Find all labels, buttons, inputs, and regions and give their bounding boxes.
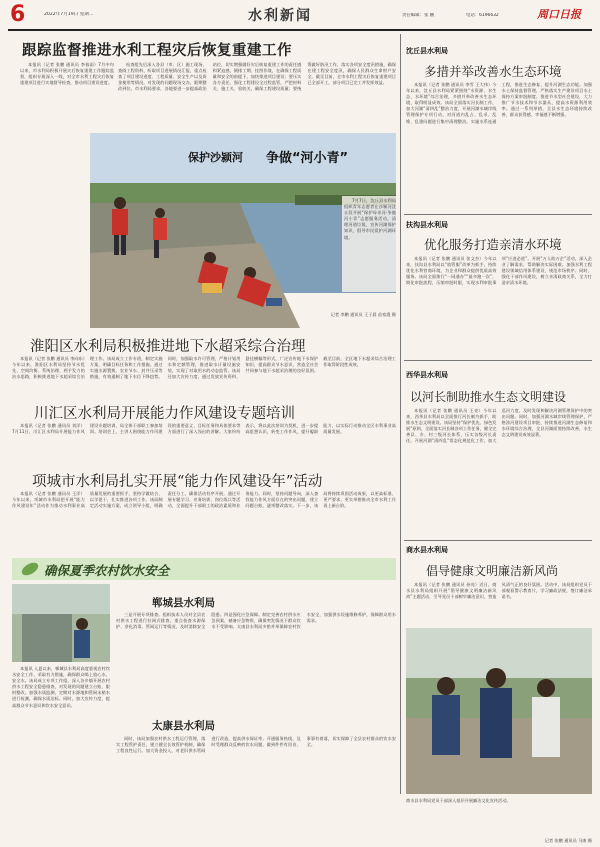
special-mid-body-text: 三是开展专项排查。组织技术人员对全县农村供水工程进行拉网式排查，重点检查水源保护、净化消毒、管网运行等情况，及时消除安全隐患。四是强化应急保障。制定完善农村供水应急预案，储备应急物资，确保突发情况下群众饮水不受影响。太康县水利局多措并举保障农村饮水安全，加强供水设施维修养护，保障群众用水需求。: [116, 612, 396, 630]
special-left-body-text: 本报讯 入夏以来，郸城县水利局高度重视农村饮水安全工作，采取有力措施，确保群众喝上放心水、安全水。该局成立专项工作组，深入各乡镇开展农村供水工程安全隐患排查，对发现的问题建立台账，限时整改。加强水质监测，定期对水源地和管网末梢水进行检测，确保水质达标。同时，加大宣传力度，提高群众节水意识和饮水安全意识。: [12, 666, 110, 708]
right2-title: 优化服务打造亲清水环境: [424, 237, 562, 252]
article4-body: [12, 491, 396, 553]
right3-body: [406, 408, 592, 530]
special-sub2: 太康县水利局: [152, 720, 215, 732]
special-sub1: 郸城县水利局: [152, 597, 215, 609]
article2-title: 淮阳区水利局积极推进地下水超采综合治理: [30, 339, 306, 355]
masthead-rule: [8, 29, 592, 31]
right4-body-text: 本报讯（记者 张鹏 通讯员 孙亮）近日，商水县水利局组织开展“倡导健康文明廉洁新风尚”主题活动，引导党员干部树牢廉洁意识，营造风清气正的良好氛围。活动中，该局组织党员干部观看警示教育片，学习廉政法规，签订廉洁承诺书。: [406, 582, 592, 600]
article3-title: 川汇区水利局开展能力作风建设专题培训: [34, 406, 295, 422]
right-divider-1: [404, 214, 592, 215]
special-band: [12, 558, 396, 580]
article3-body-text: 本报讯（记者 张鹏 通讯员 刘洋）7月11日，川汇区水利局开展能力作风建设专题培训，局全体干部职工参加培训。培训会上，主讲人围绕能力作风建设的重要意义、目标任务和具体要求等方面进行了深入浅出的讲解。大家纷纷表示，将以此次培训为契机，进一步提高思想认识，转变工作作风，提升履职能力，以实际行动推动全区水利事业高质量发展。: [12, 423, 396, 435]
article1-body: [118, 62, 396, 124]
well-photo-graphic: [12, 584, 110, 662]
right-divider-3: [404, 540, 592, 541]
article1-lead-text: 本报讯（记者 张鹏 通讯员 李春雨）7月中旬以来，市水利局积极开展灾后恢复重建工作跟踪监督，组织专班深入一线，对全市水利工程灾后恢复重建项目进行实地督导检查，推动项目建设进度。: [20, 62, 114, 86]
photo1-caption: [342, 196, 398, 292]
article1-body-text: 检查组先后深入各县（市、区）施工现场，查阅工程资料，听取项目进展情况汇报，重点检查了项目建设进度、工程质量、安全生产以及资金使用等情况，对发现的问题现场交办，限期整改到位。市水利局要求，各地要进一步提高政治站位，切实增强做好灾后恢复重建工作的责任感和紧迫感，倒排工期、挂图作战，在确保工程质量和安全的前提下，加快推进项目建设；要压实各方责任，强化工程建设全过程监管，严把材料关、施工关、验收关，确保工程建设质量；要统筹做好防汛工作，落实各项安全度汛措施，确保在建工程安全度汛，确保人民群众生命财产安全。截至目前，全市水利工程灾后恢复重建项目已全部开工，部分项目已完工并发挥效益。: [118, 62, 396, 92]
special-band-title: 确保夏季农村饮水安全: [44, 563, 170, 578]
article4-body-text: 本报讯（记者 张鹏 通讯员 王洋）今年以来，项城市水利局把开展“能力作风建设年”活动作为推动水利事业高质量发展的重要抓手，坚持学做结合、以学促干，扎实推进各项工作。该局制定活动实施方案，成立领导小组，明确责任分工，确保活动有序开展。通过开展专题学习、业务培训、岗位练兵等活动，全面提升干部职工的政治素质和业务能力。同时，坚持问题导向，深入查找能力作风方面存在的突出问题，建立问题台账，逐项整改落实。下一步，该局将持续巩固活动成果，以更高标准、更严要求、更实举措推动全市水利工作再上新台阶。: [12, 491, 396, 509]
right3-county: 西华县水利局: [406, 371, 448, 379]
masthead: [0, 0, 600, 30]
editor-line: 责任编辑：张 鹏: [402, 13, 435, 18]
photo1-credit: 记者 李鹏 通讯员 王子晨 苗家震 摄: [330, 312, 396, 317]
right1-body: [406, 82, 592, 210]
right4-title: 倡导健康文明廉洁新风尚: [426, 564, 559, 578]
right1-county: 沈丘县水利局: [406, 47, 448, 55]
right3-body-text: 本报讯（记者 张鹏 通讯员 王亮）今年以来，西华县水利局以全面推行河长制为抓手，助推水生态文明建设。该局坚持“保护优先、绿色发展”原则，全面落实河长制各项工作任务，健全完善县、乡、村三级河长体系，压实各级河长责任。开展河湖“清四乱”常态化规范化工作，加大巡河力度，及时发现和解决河湖管理保护中的突出问题。同时，加强河湖水域岸线管理保护，严格涉河建设项目审批，持续推进河湖生态修复和水环境综合治理，全县河湖面貌持续改善，水生态文明建设成效显著。: [406, 408, 592, 444]
column-divider: [400, 34, 401, 794]
right4-county: 商水县水利局: [406, 546, 448, 554]
special-right-body: [116, 736, 396, 836]
date-line: 2022年7月19日 星期二: [44, 12, 94, 17]
article1-lead: [20, 62, 114, 132]
special-left-photo: [12, 584, 110, 662]
right2-body-text: 本报讯（记者 张鹏 通讯员 张文杰）今年以来，扶沟县水利局以“放管服”改革为抓手，持续优化水利营商环境，为企业和群众提供优质高效服务。该局全面推行“一网通办”“最多跑一次”，简化审批流程，压缩审批时限，实现水利审批事项“应进必进”。开展“万人助万企”活动，深入企业了解需求，帮助解决实际困难。加强水利工程建设领域信用体系建设，规范市场秩序。同时，强化干部作风建设，树立亲清政商关系，全力打造亲清水环境。: [406, 256, 592, 286]
right2-body: [406, 256, 592, 356]
right-divider-2: [404, 360, 592, 361]
photo1-title-a: 保护沙颍河: [188, 151, 243, 164]
right4-photo: [406, 628, 592, 794]
special-mid-body: [116, 612, 396, 710]
right4-body: [406, 582, 592, 622]
special-right-body-text: 同时，该局加强农村供水工程运行管理，落实工程管护责任，建立健全长效管护机制，确保工程良性运行。加大资金投入，对老旧供水管网进行改造，提高供水保证率。开通服务热线，及时受理群众反映的饮水问题，做到件件有回音、事事有着落，切实保障了全县农村群众的饮水安全。: [116, 736, 396, 754]
right2-county: 扶沟县水利局: [406, 221, 448, 229]
article2-body: [12, 356, 396, 402]
photo1-caption-text: 7月7日，沈丘县水利局组织青年志愿者在沙颍河沈丘段开展“保护母亲河·争做河小青”志愿服务活动，清理河道垃圾，宣传河湖保护知识，倡导市民爱护河湖环境。: [344, 198, 396, 240]
article3-body: [12, 423, 396, 467]
right4-caption: 商水县水利局党员干部深入基层开展廉洁文化宣传活动。: [406, 798, 511, 803]
photo1-title-b: 争做“河小青”: [266, 151, 349, 166]
leaf-icon: [18, 558, 44, 580]
right4-credit: 记者 张鹏 通讯员 马康 摄: [544, 838, 592, 843]
section-title: 水利新闻: [248, 8, 312, 24]
article4-title: 项城市水利局扎实开展“能力作风建设年”活动: [32, 474, 323, 490]
page-number: 6: [10, 2, 26, 27]
right1-body-text: 本报讯（记者 张鹏 通讯员 李雪 王大伟）今年以来，沈丘县水利局紧紧围绕“水资源、水生态、水环境”综合治理，多措并举改善水生态环境，取得明显成效。该局全面落实河长制工作，加大河湖“清四乱”整治力度，开展河湖水域岸线管理保护专项行动，对河道内乱占、乱采、乱堆、乱建问题进行集中清理整治。实施水系连通工程，推进生态修复，提升河湖生态功能。加强水土保持监督管理，严格落实生产建设项目水土保持方案审批制度。推进节水型社会建设，大力推广节水技术和节水器具，提高水资源利用效率。通过一系列举措，全县水生态环境持续改善，群众获得感、幸福感不断增强。: [406, 82, 592, 124]
article2-body-text: 本报讯（记者 张鹏 通讯员 李向东）今年以来，淮阳区水利局坚持节水优先、空间均衡、系统治理、两手发力的治水思路，积极推进地下水超采综合治理工作。该局成立工作专班，制定实施方案，明确目标任务和工作措施。通过实施水源置换、农业节水、封井压采等措施，有效遏制了地下水位下降趋势。同时，加强取水许可管理，严格计划用水和定额管理，推进取水计量设施安装，实现了对取用水的动态监管。该局还加大宣传力度，通过发放宣传资料、悬挂横幅等形式，广泛宣传地下水保护知识，提高群众节水意识，营造全社会共同参与地下水超采治理的良好氛围。截至目前，全区地下水超采综合治理工作取得阶段性成效。: [12, 356, 396, 380]
newspaper-logo: 周口日报: [537, 8, 581, 21]
right1-title: 多措并举改善水生态环境: [424, 64, 562, 79]
right3-title: 以河长制助推水生态文明建设: [410, 390, 567, 404]
article1-title: 跟踪监督推进水利工程灾后恢复重建工作: [22, 42, 292, 59]
officials-photo-graphic: [406, 628, 592, 794]
phone-line: 电话：6196632: [466, 13, 499, 18]
special-left-body: [12, 666, 110, 838]
